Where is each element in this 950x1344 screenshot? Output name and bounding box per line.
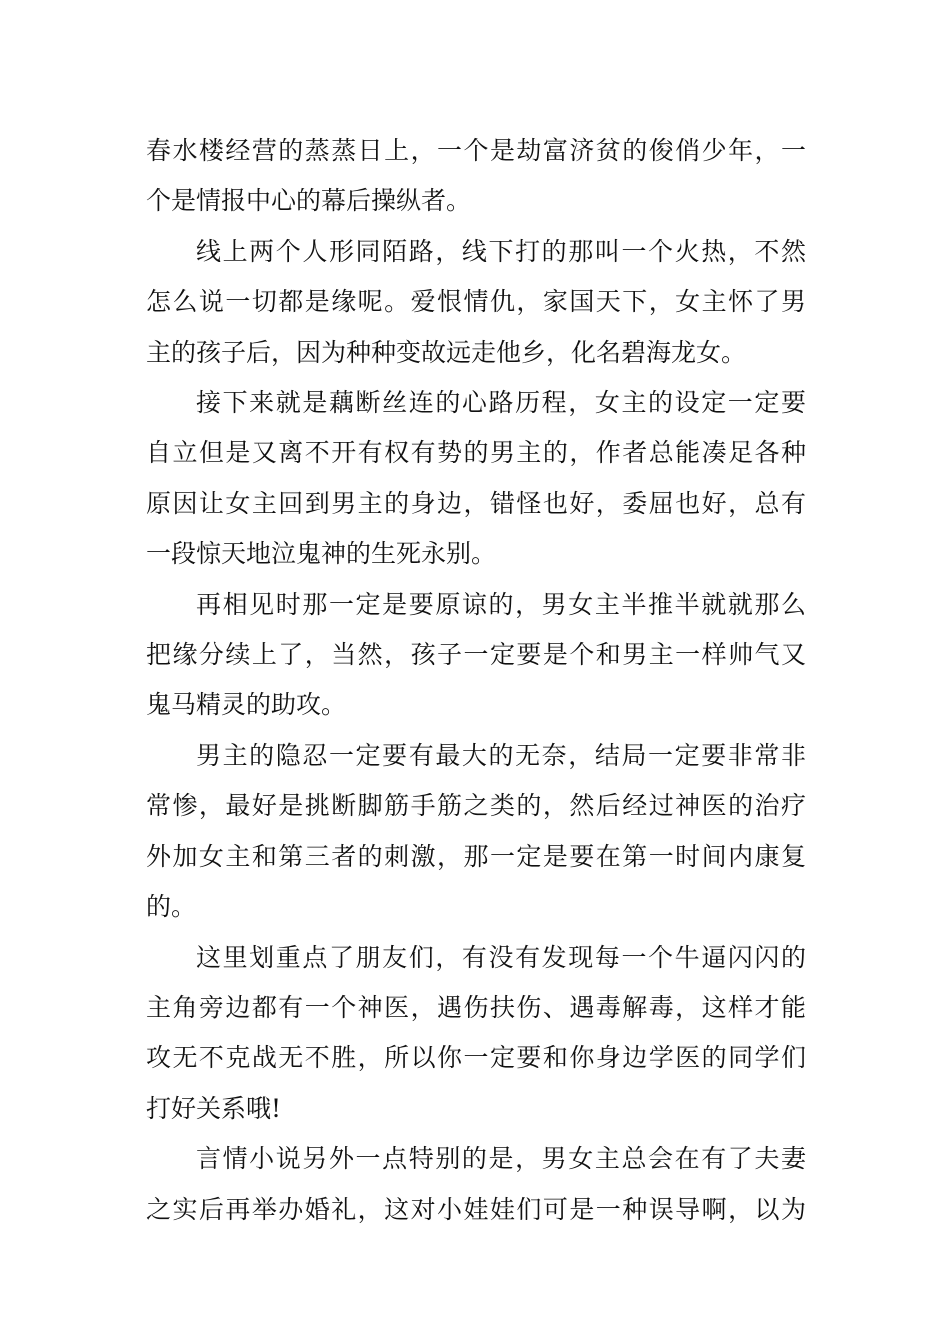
- text-line: 常惨，最好是挑断脚筋手筋之类的，然后经过神医的治疗: [146, 791, 806, 821]
- text-line: 线上两个人形同陌路，线下打的那叫一个火热，不然: [196, 236, 806, 266]
- paragraph: [146, 378, 806, 580]
- text-line: 这里划重点了朋友们，有没有发现每一个牛逼闪闪的: [196, 942, 806, 972]
- text-line: 外加女主和第三者的刺激，那一定是要在第一时间内康复: [146, 841, 806, 871]
- text-line: 攻无不克战无不胜，所以你一定要和你身边学医的同学们: [146, 1043, 806, 1073]
- document-body: [146, 126, 806, 1235]
- text-line: 怎么说一切都是缘呢。爱恨情仇，家国天下，女主怀了男: [146, 287, 806, 317]
- text-line: 个是情报中心的幕后操纵者。: [146, 186, 472, 216]
- text-line: 鬼马精灵的助攻。: [146, 690, 347, 720]
- text-line: 主角旁边都有一个神医，遇伤扶伤、遇毒解毒，这样才能: [146, 992, 806, 1022]
- paragraph: [146, 1134, 806, 1235]
- text-line: 接下来就是藕断丝连的心路历程，女主的设定一定要: [196, 388, 806, 418]
- text-line: 原因让女主回到男主的身边，错怪也好，委屈也好，总有: [146, 488, 806, 518]
- text-line: 之实后再举办婚礼，这对小娃娃们可是一种误导啊，以为: [146, 1194, 806, 1224]
- paragraph: [146, 580, 806, 731]
- text-line: 自立但是又离不开有权有势的男主的，作者总能凑足各种: [146, 438, 806, 468]
- text-line: 言情小说另外一点特别的是，男女主总会在有了夫妻: [196, 1144, 806, 1174]
- text-line: 主的孩子后，因为种种变故远走他乡，化名碧海龙女。: [146, 337, 747, 367]
- paragraph: [146, 933, 806, 1135]
- text-line: 男主的隐忍一定要有最大的无奈，结局一定要非常非: [196, 740, 806, 770]
- paragraph: [146, 126, 806, 227]
- text-line: 一段惊天地泣鬼神的生死永别。: [146, 539, 497, 569]
- text-line: 把缘分续上了，当然，孩子一定要是个和男主一样帅气又: [146, 640, 806, 670]
- text-line: 打好关系哦!: [146, 1093, 282, 1123]
- text-line: 的。: [146, 892, 197, 922]
- paragraph: [146, 731, 806, 933]
- text-line: 再相见时那一定是要原谅的，男女主半推半就就那么: [196, 589, 806, 619]
- paragraph: [146, 227, 806, 378]
- text-line: 春水楼经营的蒸蒸日上，一个是劫富济贫的俊俏少年，一: [146, 136, 806, 165]
